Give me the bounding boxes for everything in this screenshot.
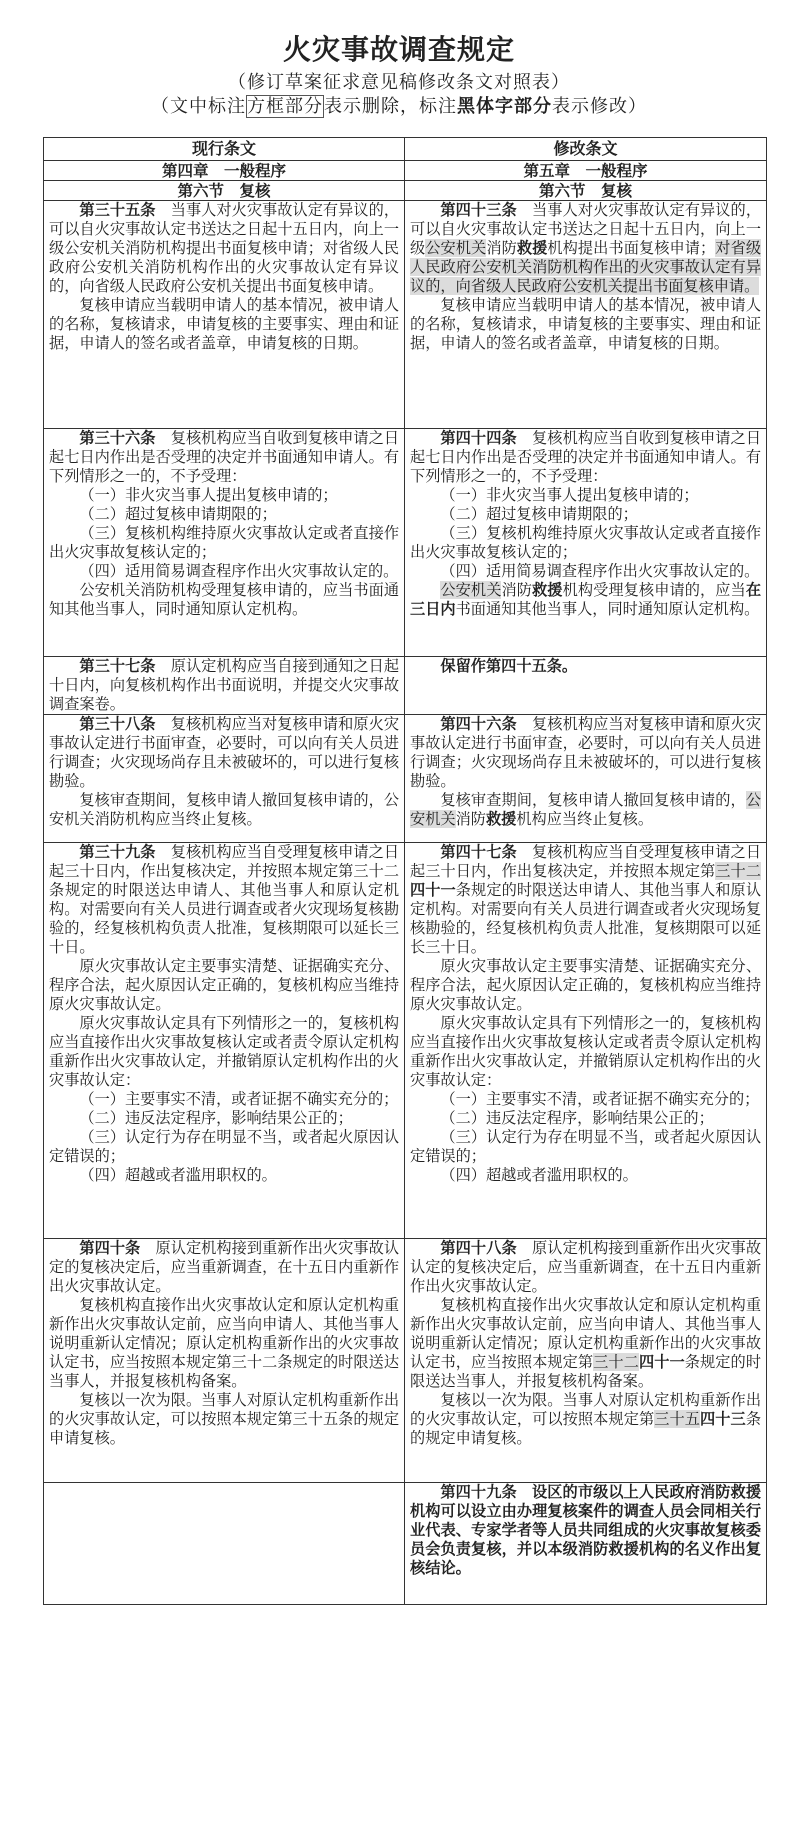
- revised-article-cell: [405, 843, 767, 1239]
- revised-article-cell: [405, 657, 767, 715]
- modified-text: 第四十条: [79, 1239, 141, 1257]
- text-run: 复核以一次为限。当事人对原认定机构重新作出的火灾事故认定，可以按照本规定第: [410, 1391, 761, 1428]
- article-paragraph: [410, 1166, 761, 1185]
- modified-text: 救援: [532, 581, 563, 599]
- modified-text: 第四十九条 设区的市级以上人民政府消防救援机构可以设立由办理复核案件的调查人员会同相关行业代表、专家学者等人员共同组成的火灾事故复核委员会负责复核，并以本级消防救援机构的名义作出复核结论。: [410, 1483, 761, 1577]
- article-paragraph: [49, 843, 399, 957]
- article-paragraph: [49, 1239, 399, 1296]
- modified-text: 第三十五条: [79, 201, 156, 219]
- chapter-left: 第四章 一般程序: [44, 161, 405, 181]
- current-article-cell: [44, 715, 405, 843]
- article-paragraph: [410, 201, 761, 296]
- article-paragraph: [49, 429, 399, 486]
- modified-text: 四十一: [410, 881, 456, 899]
- article-paragraph: [49, 524, 399, 562]
- article-paragraph: [410, 1090, 761, 1109]
- article-paragraph: [410, 296, 761, 353]
- article-paragraph: [410, 1128, 761, 1166]
- article-paragraph: [49, 957, 399, 1014]
- text-run: （一）非火灾当事人提出复核申请的；: [440, 486, 699, 504]
- text-run: 消防: [501, 581, 533, 599]
- text-run: （三）复核机构维持原火灾事故认定或者直接作出火灾事故复核认定的；: [410, 524, 761, 561]
- modified-text: 第四十六条: [440, 715, 517, 733]
- text-run: （二）违反法定程序，影响结果公正的；: [79, 1109, 353, 1127]
- current-article-cell: [44, 201, 405, 429]
- text-run: 原火灾事故认定主要事实清楚、证据确实充分、程序合法，起火原因认定正确的，复核机构应当维持原火灾事故认定。: [49, 957, 399, 1013]
- article-paragraph: [49, 791, 399, 829]
- article-paragraph: [410, 1483, 761, 1578]
- text-run: 公安机关消防机构受理复核申请的，应当书面通知其他当事人，同时通知原认定机构。: [49, 581, 399, 618]
- article-paragraph: [410, 957, 761, 1014]
- deleted-text: 三十五: [654, 1410, 701, 1428]
- article-paragraph: [49, 201, 399, 296]
- article-paragraph: [410, 1296, 761, 1391]
- deleted-text: 公安机关: [425, 239, 487, 257]
- legend-note: [0, 92, 798, 118]
- text-run: （二）超过复核申请期限的；: [79, 505, 277, 523]
- modified-text: 第四十四条: [440, 429, 517, 447]
- text-run: 复核机构直接作出火灾事故认定和原认定机构重新作出火灾事故认定前，应当向申请人、其他当事人说明重新认定情况；原认定机构重新作出的火灾事故认定书，应当按照本规定第: [410, 1296, 761, 1371]
- deleted-text: 三十二: [715, 862, 762, 880]
- article-paragraph: [49, 1391, 399, 1448]
- text-run: 复核机构应当自受理复核申请之日起三十日内，作出复核决定，并按照本规定第: [410, 843, 762, 880]
- subtitle: （修订草案征求意见稿修改条文对照表）: [228, 72, 570, 93]
- text-run: 原火灾事故认定主要事实清楚、证据确实充分、程序合法，起火原因认定正确的，复核机构应当维持原火灾事故认定。: [410, 957, 761, 1013]
- text-run: 复核机构应当自受理复核申请之日起三十日内，作出复核决定，并按照本规定第三十二条规定的时限送达申请人、其他当事人和原认定机构。对需要向有关人员进行调查或者火灾现场复核勘验的，经复核机构负责人批准，复核期限可以延长三十日。: [49, 843, 400, 956]
- text-run: （三）认定行为存在明显不当，或者起火原因认定错误的；: [410, 1128, 761, 1165]
- article-paragraph: [49, 1109, 399, 1128]
- text-run: 书面通知其他当事人，同时通知原认定机构。: [455, 600, 760, 618]
- text-run: （一）非火灾当事人提出复核申请的；: [79, 486, 338, 504]
- text-run: 机构受理复核申请的，应当: [562, 581, 746, 599]
- modified-text: 四十三: [700, 1410, 746, 1428]
- modified-text: 救援: [516, 239, 548, 257]
- text-run: （二）违反法定程序，影响结果公正的；: [440, 1109, 714, 1127]
- modified-text: 第三十七条: [79, 657, 156, 675]
- modified-text: 救援: [485, 810, 517, 828]
- article-paragraph: [410, 524, 761, 562]
- text-run: （四）适用简易调查程序作出火灾事故认定的。: [440, 562, 760, 580]
- text-run: （三）复核机构维持原火灾事故认定或者直接作出火灾事故复核认定的；: [49, 524, 399, 561]
- legend-part: （文中标注: [151, 96, 246, 117]
- modified-text: 四十一: [638, 1353, 685, 1371]
- article-paragraph: [410, 581, 761, 619]
- text-run: 原认定机构接到重新作出火灾事故认定的复核决定后，应当重新调查，在十五日内重新作出火灾事故认定。: [410, 1239, 762, 1295]
- article-paragraph: [410, 505, 761, 524]
- modified-text: 保留作第四十五条。: [440, 657, 578, 675]
- current-article-cell: [44, 1239, 405, 1483]
- section-left: 第六节 复核: [44, 181, 405, 201]
- article-paragraph: [49, 1296, 399, 1391]
- text-run: （三）认定行为存在明显不当，或者起火原因认定错误的；: [49, 1128, 399, 1165]
- article-paragraph: [49, 657, 399, 714]
- text-run: （四）适用简易调查程序作出火灾事故认定的。: [79, 562, 399, 580]
- table-row: [44, 657, 767, 715]
- article-paragraph: [410, 715, 761, 791]
- modified-text: 第三十六条: [79, 429, 156, 447]
- article-paragraph: [49, 562, 399, 581]
- text-run: 复核审查期间，复核申请人撤回复核申请的，: [440, 791, 746, 809]
- modified-text: 第三十九条: [79, 843, 156, 861]
- text-run: 复核申请应当载明申请人的基本情况，被申请人的名称，复核请求，申请复核的主要事实、理由和证据，申请人的签名或者盖章，申请复核的日期。: [410, 296, 761, 352]
- text-run: 当事人对火灾事故认定有异议的，可以自火灾事故认定书送达之日起十五日内，向上一级: [410, 201, 762, 257]
- table-row: [44, 201, 767, 429]
- article-paragraph: [410, 843, 761, 957]
- article-paragraph: [410, 562, 761, 581]
- article-paragraph: [49, 1090, 399, 1109]
- modified-text: 第四十三条: [440, 201, 517, 219]
- text-run: 条规定的时限送达当事人，并报复核机构备案。: [410, 1353, 762, 1390]
- comparison-table: [43, 137, 767, 1605]
- deleted-text: 公安机关: [440, 581, 502, 599]
- current-article-cell: [44, 1483, 405, 1605]
- article-paragraph: [49, 1014, 399, 1090]
- revised-article-cell: [405, 1239, 767, 1483]
- text-run: 消防: [486, 239, 517, 257]
- article-paragraph: [49, 1128, 399, 1166]
- text-run: 复核机构应当自收到复核申请之日起七日内作出是否受理的决定并书面通知申请人。有下列情形之一的，不予受理：: [49, 429, 400, 485]
- article-paragraph: [49, 296, 399, 353]
- text-run: 原认定机构应当自接到通知之日起十日内，向复核机构作出书面说明，并提交火灾事故调查案卷。: [49, 657, 400, 713]
- revised-article-cell: [405, 715, 767, 843]
- article-paragraph: [410, 791, 761, 829]
- table-row: [44, 1483, 767, 1605]
- text-run: 复核以一次为限。当事人对原认定机构重新作出的火灾事故认定，可以按照本规定第三十五条的规定申请复核。: [49, 1391, 399, 1447]
- deleted-text: 公安机关: [410, 791, 761, 828]
- text-run: 复核机构应当对复核申请和原火灾事故认定进行书面审查，必要时，可以向有关人员进行调查；火灾现场尚存且未被破坏的，可以进行复核勘验。: [410, 715, 762, 790]
- document-title: 火灾事故调查规定: [282, 33, 515, 66]
- legend-part: 表示删除，标注: [324, 96, 457, 117]
- text-run: （一）主要事实不清，或者证据不确实充分的；: [440, 1090, 760, 1108]
- article-paragraph: [49, 581, 399, 619]
- article-paragraph: [49, 715, 399, 791]
- text-run: （四）超越或者滥用职权的。: [79, 1166, 277, 1184]
- article-paragraph: [410, 486, 761, 505]
- modified-text: 第四十八条: [440, 1239, 517, 1257]
- legend-part: 表示修改）: [552, 96, 647, 117]
- text-run: 复核机构直接作出火灾事故认定和原认定机构重新作出火灾事故认定前，应当向申请人、其他当事人说明重新认定情况；原认定机构重新作出的火灾事故认定书，应当按照本规定第三十二条规定的时限送达当事人，并报复核机构备案。: [49, 1296, 399, 1390]
- col-header-current: 现行条文: [44, 138, 405, 161]
- modified-text: 第三十八条: [79, 715, 156, 733]
- deleted-text: 三十二: [593, 1353, 639, 1371]
- article-paragraph: [410, 1239, 761, 1296]
- col-header-revised: 修改条文: [405, 138, 767, 161]
- text-run: 原火灾事故认定具有下列情形之一的，复核机构应当直接作出火灾事故复核认定或者责令原认定机构重新作出火灾事故认定，并撤销原认定机构作出的火灾事故认定：: [49, 1014, 399, 1089]
- article-paragraph: [410, 1391, 761, 1448]
- current-article-cell: [44, 657, 405, 715]
- article-paragraph: [49, 505, 399, 524]
- table-row: [44, 1239, 767, 1483]
- modified-text: 第四十七条: [440, 843, 517, 861]
- text-run: 条规定的时限送达申请人、其他当事人和原认定机构。对需要向有关人员进行调查或者火灾现场复核勘验的，经复核机构负责人批准，复核期限可以延长三十日。: [410, 881, 762, 956]
- text-run: （四）超越或者滥用职权的。: [440, 1166, 638, 1184]
- article-paragraph: [410, 1014, 761, 1090]
- current-article-cell: [44, 429, 405, 657]
- text-run: 机构提出书面复核申请；: [547, 239, 716, 257]
- current-article-cell: [44, 843, 405, 1239]
- table-row: [44, 843, 767, 1239]
- chapter-right: 第五章 一般程序: [405, 161, 767, 181]
- text-run: 机构应当终止复核。: [516, 810, 653, 828]
- text-run: 原火灾事故认定具有下列情形之一的，复核机构应当直接作出火灾事故复核认定或者责令原认定机构重新作出火灾事故认定，并撤销原认定机构作出的火灾事故认定：: [410, 1014, 761, 1089]
- revised-article-cell: [405, 1483, 767, 1605]
- text-run: 条的规定申请复核。: [410, 1410, 762, 1447]
- text-run: （一）主要事实不清，或者证据不确实充分的；: [79, 1090, 399, 1108]
- text-run: 复核机构应当自收到复核申请之日起七日内作出是否受理的决定并书面通知申请人。有下列情形之一的，不予受理：: [410, 429, 762, 485]
- legend-bold-sample: 黑体字部分: [457, 96, 552, 117]
- text-run: 复核申请应当载明申请人的基本情况，被申请人的名称，复核请求，申请复核的主要事实、理由和证据，申请人的签名或者盖章，申请复核的日期。: [49, 296, 399, 352]
- article-paragraph: [410, 429, 761, 486]
- text-run: 消防: [455, 810, 486, 828]
- article-paragraph: [49, 486, 399, 505]
- article-paragraph: [49, 1166, 399, 1185]
- modified-text: 在三日内: [410, 581, 762, 618]
- section-right: 第六节 复核: [405, 181, 767, 201]
- article-paragraph: [410, 657, 761, 676]
- text-run: （二）超过复核申请期限的；: [440, 505, 638, 523]
- article-paragraph: [410, 1109, 761, 1128]
- deleted-text: 对省级人民政府公安机关消防机构作出的火灾事故认定有异议的，向省级人民政府公安机关提出书面复核申请。: [410, 239, 762, 295]
- revised-article-cell: [405, 201, 767, 429]
- text-run: 原认定机构接到重新作出火灾事故认定的复核决定后，应当重新调查，在十五日内重新作出火灾事故认定。: [49, 1239, 400, 1295]
- text-run: 复核审查期间，复核申请人撤回复核申请的，公安机关消防机构应当终止复核。: [49, 791, 399, 828]
- table-row: [44, 715, 767, 843]
- table-row: [44, 429, 767, 657]
- revised-article-cell: [405, 429, 767, 657]
- legend-box-sample: 方框部分: [247, 96, 323, 117]
- text-run: 当事人对火灾事故认定有异议的，可以自火灾事故认定书送达之日起十五日内，向上一级公安机关消防机构提出书面复核申请；对省级人民政府公安机关消防机构作出的火灾事故认定有异议的，向省级人民政府公安机关提出书面复核申请。: [49, 201, 400, 295]
- text-run: 复核机构应当对复核申请和原火灾事故认定进行书面审查，必要时，可以向有关人员进行调查；火灾现场尚存且未被破坏的，可以进行复核勘验。: [49, 715, 400, 790]
